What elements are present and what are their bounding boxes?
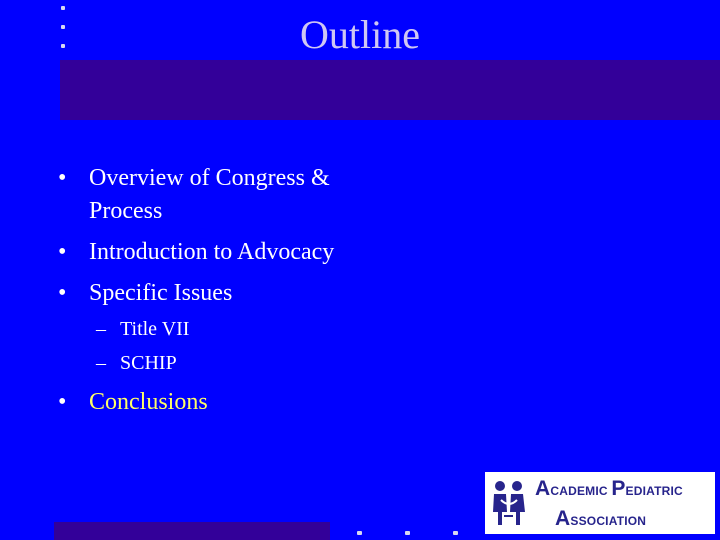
logo-text-line1: ACADEMIC PEDIATRIC bbox=[535, 477, 683, 500]
dot-icon bbox=[453, 531, 458, 535]
bullet-list bbox=[58, 162, 378, 427]
sub-bullet-item bbox=[58, 346, 378, 380]
sub-bullet-text: SCHIP bbox=[120, 352, 177, 374]
decorative-bottom-bar bbox=[54, 522, 330, 540]
bullet-item-conclusions bbox=[58, 386, 378, 419]
academic-pediatric-association-logo bbox=[485, 472, 715, 534]
dot-icon bbox=[405, 531, 410, 535]
sub-bullet-text: Title VII bbox=[120, 318, 190, 340]
logo-text-line2: ASSOCIATION bbox=[555, 507, 647, 530]
slide-title: Outline bbox=[300, 12, 420, 57]
bullet-item bbox=[58, 162, 378, 228]
title-bar bbox=[60, 60, 720, 120]
bullet-marker: • bbox=[58, 239, 67, 265]
bullet-marker: • bbox=[58, 280, 67, 306]
bullet-text: Introduction to Advocacy bbox=[89, 239, 335, 265]
bullet-marker: • bbox=[58, 165, 67, 191]
bullet-item bbox=[58, 236, 378, 269]
sub-bullet-item bbox=[58, 312, 378, 346]
sub-bullet-marker: – bbox=[96, 318, 106, 340]
sub-bullet-marker: – bbox=[96, 352, 106, 374]
children-figures-icon bbox=[489, 478, 529, 528]
bullet-text: Overview of Congress & Process bbox=[89, 165, 330, 224]
bullet-marker: • bbox=[58, 389, 67, 415]
bullet-item bbox=[58, 277, 378, 310]
dot-icon bbox=[357, 531, 362, 535]
bullet-text: Specific Issues bbox=[89, 280, 233, 306]
bullet-text: Conclusions bbox=[89, 389, 208, 415]
